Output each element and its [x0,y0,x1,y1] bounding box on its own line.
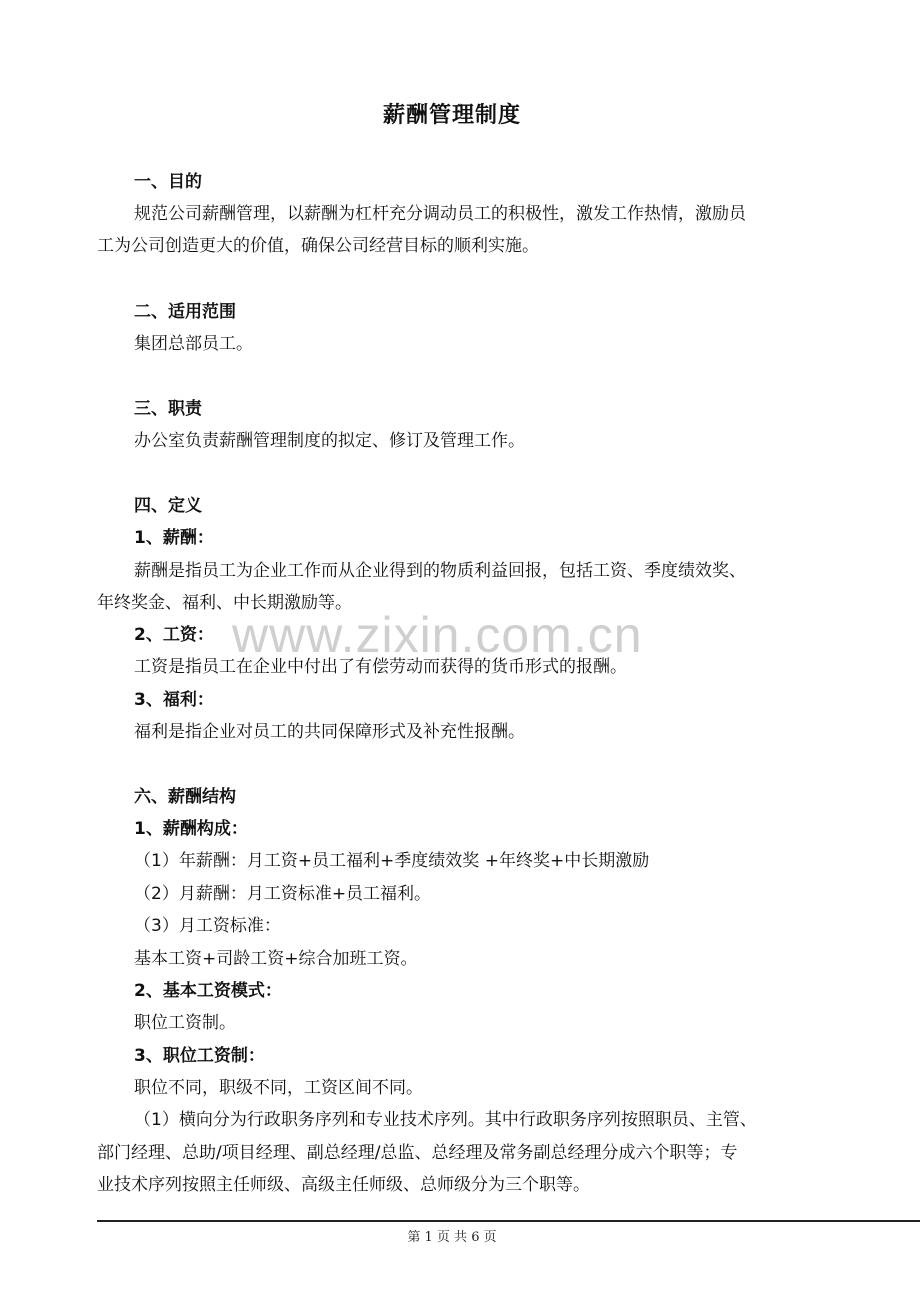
subheading: 1、薪酬： [134,528,214,548]
paragraph-line: 福利是指企业对员工的共同保障形式及补充性报酬。 [134,722,525,742]
paragraph-line: 工为公司创造更大的价值，确保公司经营目标的顺利实施。 [97,236,539,256]
paragraph-line: 基本工资+司龄工资+综合加班工资。 [134,949,418,969]
list-item: （1）横向分为行政职务序列和专业技术序列。其中行政职务序列按照职员、主管、 [134,1110,757,1130]
paragraph-line: 办公室负责薪酬管理制度的拟定、修订及管理工作。 [134,431,525,451]
document-title: 薪酬管理制度 [382,103,521,128]
paragraph-line: 职位不同，职级不同，工资区间不同。 [134,1078,423,1098]
subheading: 3、职位工资制： [134,1046,265,1066]
paragraph-line: 集团总部员工。 [134,334,253,354]
paragraph-line: 业技术序列按照主任师级、高级主任师级、总师级分为三个职等。 [97,1175,590,1195]
paragraph-line: 规范公司薪酬管理，以薪酬为杠杆充分调动员工的积极性，激发工作热情，激励员 [134,204,746,224]
subheading: 2、基本工资模式： [134,981,282,1001]
paragraph-line: 职位工资制。 [134,1013,236,1033]
section-heading-purpose: 一、目的 [134,172,202,192]
section-heading-structure: 六、薪酬结构 [134,787,236,807]
subheading: 1、薪酬构成： [134,819,248,839]
paragraph-line: 年终奖金、福利、中长期激励等。 [97,593,352,613]
paragraph-line: 部门经理、总助/项目经理、副总经理/总监、总经理及常务副总经理分成六个职等；专 [97,1143,738,1163]
section-heading-definitions: 四、定义 [134,496,202,516]
section-heading-duties: 三、职责 [134,399,202,419]
page-number: 第 1 页 共 6 页 [407,1230,497,1245]
list-item: （2）月薪酬：月工资标准+员工福利。 [134,884,432,904]
footer-divider [97,1220,920,1222]
list-item: （3）月工资标准： [134,916,281,936]
list-item: （1）年薪酬：月工资+员工福利+季度绩效奖 +年终奖+中长期激励 [134,851,650,871]
paragraph-line: 工资是指员工在企业中付出了有偿劳动而获得的货币形式的报酬。 [134,657,627,677]
watermark: www.zixin.com.cn [232,607,643,663]
paragraph-line: 薪酬是指员工为企业工作而从企业得到的物质利益回报，包括工资、季度绩效奖、 [134,561,746,581]
subheading: 3、福利： [134,690,214,710]
subheading: 2、工资： [134,625,214,645]
section-heading-scope: 二、适用范围 [134,302,236,322]
